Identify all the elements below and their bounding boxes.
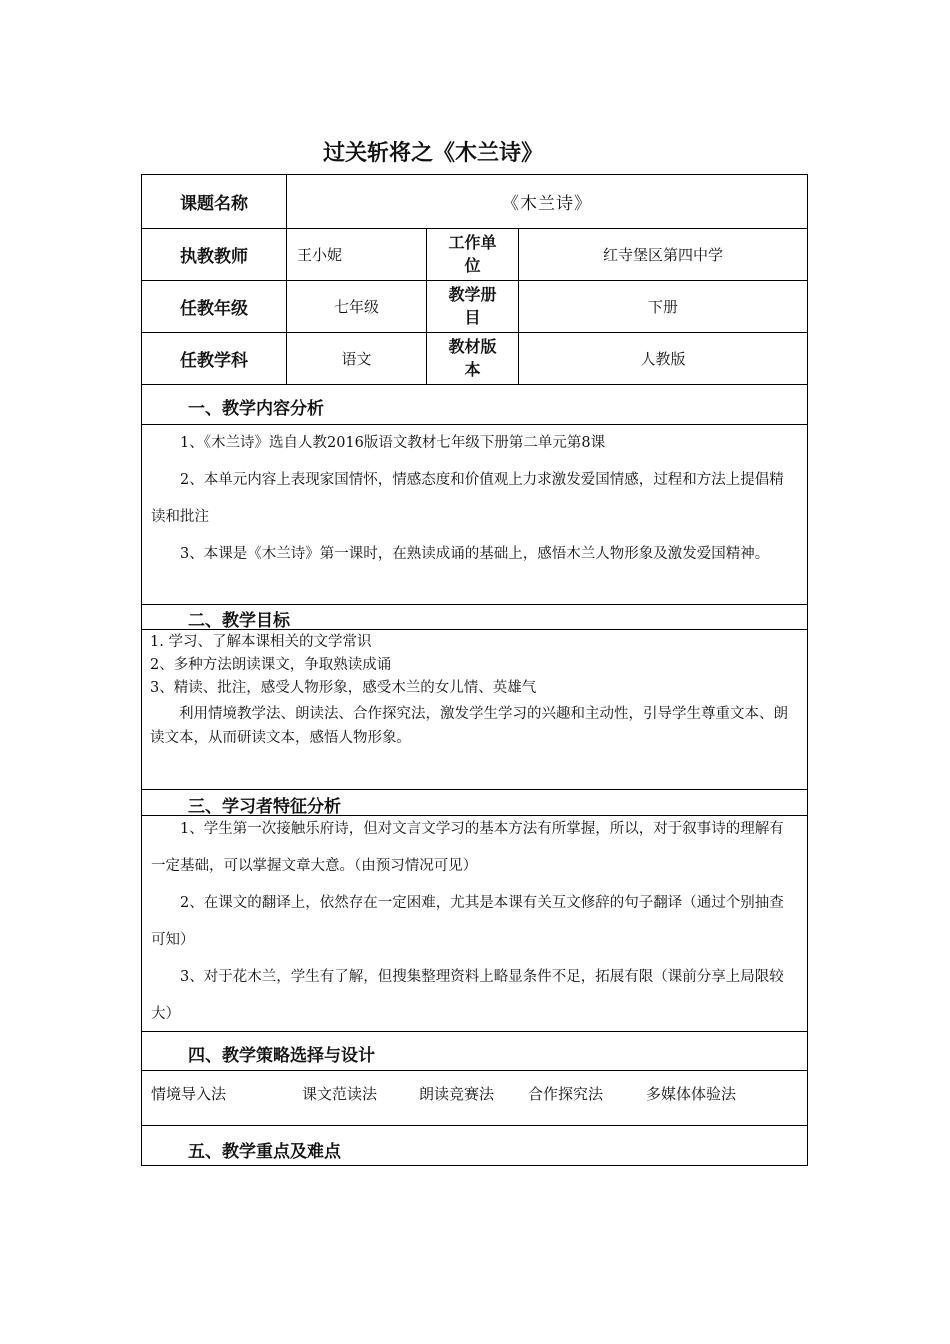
list-item: 1、《木兰诗》选自人教2016版语文教材七年级下册第二单元第8课	[180, 435, 606, 451]
grade-label: 任教年级	[180, 298, 248, 319]
list-item: 1. 学习、了解本课相关的文学常识	[150, 634, 372, 650]
objectives-body	[150, 631, 798, 750]
list-item: 2、在课文的翻译上，依然存在一定困难，尤其是本课有关互文修辞的句子翻译（通过个别抽查可知）	[151, 895, 784, 948]
unit-value: 红寺堡区第四中学	[602, 245, 723, 264]
table-rule	[142, 384, 807, 385]
topic-value: 《木兰诗》	[502, 194, 592, 214]
grade-value: 七年级	[333, 297, 379, 316]
topic-label: 课题名称	[180, 194, 248, 214]
unit-label: 工作单位	[448, 233, 497, 275]
teacher-value: 王小妮	[297, 245, 343, 264]
page-title: 过关斩将之《木兰诗》	[322, 141, 543, 166]
strategy-method: 课文范读法	[302, 1085, 378, 1103]
content-analysis-heading: 一、教学内容分析	[188, 399, 324, 419]
edition-label: 教材版本	[448, 337, 497, 379]
objectives-heading: 二、教学目标	[188, 611, 290, 631]
list-item: 1、学生第一次接触乐府诗，但对文言文学习的基本方法有所掌握，所以，对于叙事诗的理解有一定基础，可以掌握文章大意。（由预习情况可见）	[151, 821, 784, 874]
list-item: 3、精读、批注，感受人物形象，感受木兰的女儿情、英雄气	[150, 680, 537, 696]
table-rule	[142, 604, 807, 605]
list-item: 2、多种方法朗读课文，争取熟读成诵	[150, 657, 392, 673]
subject-value: 语文	[341, 349, 372, 368]
volume-label: 教学册目	[448, 285, 497, 327]
list-item: 2、本单元内容上表现家国情怀，情感态度和价值观上力求激发爱国情感，过程和方法上提倡精读和批注	[151, 472, 784, 525]
volume-value: 下册	[647, 297, 678, 316]
list-item: 3、本课是《木兰诗》第一课时，在熟读成诵的基础上，感悟木兰人物形象及激发爱国精神。	[180, 546, 770, 562]
strategy-method: 合作探究法	[528, 1085, 604, 1103]
strategy-method: 多媒体体验法	[646, 1085, 737, 1103]
learners-body	[151, 811, 798, 1033]
strategy-method: 情境导入法	[151, 1085, 227, 1103]
table-rule	[142, 1125, 807, 1126]
edition-value: 人教版	[640, 349, 686, 368]
key-points-heading: 五、教学重点及难点	[188, 1142, 341, 1162]
strategy-heading: 四、教学策略选择与设计	[188, 1046, 375, 1066]
learners-heading: 三、学习者特征分析	[188, 797, 341, 817]
list-item: 3、对于花木兰，学生有了解，但搜集整理资料上略显条件不足，拓展有限（课前分享上局限较大）	[151, 969, 784, 1022]
subject-label: 任教学科	[180, 350, 248, 371]
strategy-method: 朗读竞赛法	[419, 1085, 495, 1103]
lesson-plan-table	[141, 174, 808, 1166]
teacher-label: 执教教师	[180, 246, 248, 267]
table-rule	[142, 1070, 807, 1071]
objectives-paragraph: 利用情境教学法、朗读法、合作探究法，激发学生学习的兴趣和主动性，引导学生尊重文本、朗读文本，从而研读文本，感悟人物形象。	[150, 706, 788, 746]
content-analysis-body	[151, 425, 798, 573]
table-rule	[142, 789, 807, 790]
